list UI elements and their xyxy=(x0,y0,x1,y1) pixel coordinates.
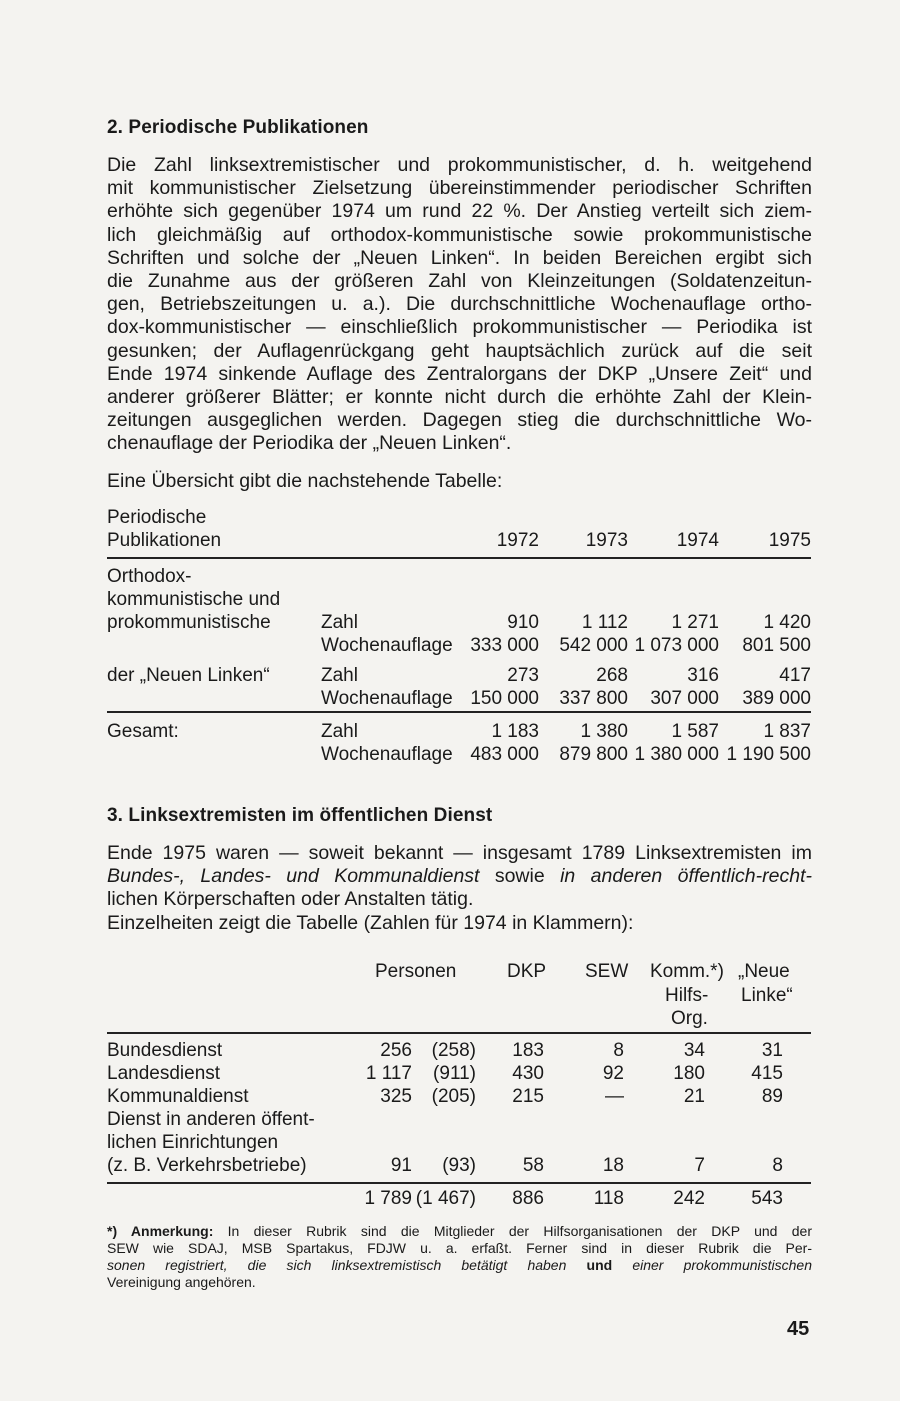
metric-label: Zahl xyxy=(321,612,358,633)
section-heading-periodische-publikationen: 2. Periodische Publikationen xyxy=(107,117,369,138)
table-cell: 58 xyxy=(522,1155,544,1176)
table-cell: 1 183 xyxy=(491,721,539,742)
paragraph-line: zeitungen ausgeglichen werden. Dagegen stieg die durchschnittliche Wo- xyxy=(107,409,812,432)
footnote-line: SEW wie SDAJ, MSB Spartakus, FDJW u. a. erfaßt. Ferner sind in dieser Rubrik die Per- xyxy=(107,1240,812,1256)
footnote-text: sonen registriert, die sich linksextremistisch betätigt haben xyxy=(107,1257,587,1273)
table-cell: 183 xyxy=(512,1040,544,1061)
paragraph-line: Schriften und solche der „Neuen Linken“. In beiden Bereichen ergibt sich xyxy=(107,246,812,269)
table-cell: 21 xyxy=(683,1086,705,1107)
table-cell: 1 587 xyxy=(671,721,719,742)
table-cell: 1 380 xyxy=(580,721,628,742)
metric-label: Zahl xyxy=(321,721,358,742)
column-header: Hilfs- xyxy=(665,985,709,1006)
paragraph-line: lich gleichmäßig auf orthodox-kommunistische sowie prokommunistische xyxy=(107,223,812,246)
paragraph-line: chenauflage der Periodika der „Neuen Linken“. xyxy=(107,432,512,455)
footnote xyxy=(107,1223,812,1291)
table-cell: 256 xyxy=(380,1040,412,1061)
total-cell: 1 789 xyxy=(364,1188,412,1209)
paragraph-line: gesunken; der Auflagenrückgang geht hauptsächlich zurück auf die seit xyxy=(107,339,812,362)
paragraph-line: Ende 1975 waren — soweit bekannt — insgesamt 1789 Linksextremisten im xyxy=(107,842,812,864)
table-cell: (258) xyxy=(431,1040,476,1061)
group-label: prokommunistische xyxy=(107,612,271,633)
total-cell: 543 xyxy=(751,1188,783,1209)
year-header: 1974 xyxy=(676,530,719,551)
total-cell: 118 xyxy=(593,1188,624,1209)
table-cell: 1 380 000 xyxy=(634,744,719,765)
row-label: (z. B. Verkehrsbetriebe) xyxy=(107,1155,307,1176)
table-cell: (93) xyxy=(442,1155,476,1176)
metric-label: Wochenauflage xyxy=(321,635,453,656)
table-cell: 417 xyxy=(779,665,811,686)
column-header: SEW xyxy=(585,961,629,982)
table-cell: 18 xyxy=(602,1155,624,1176)
paragraph-line: die Zunahme aus der größeren Zahl von Kleinzeitungen (Soldatenzeitun- xyxy=(107,270,812,293)
section-heading-linksextremisten: 3. Linksextremisten im öffentlichen Dienst xyxy=(107,805,493,826)
column-header: „Neue xyxy=(738,961,790,982)
footnote-line: Vereinigung angehören. xyxy=(107,1274,256,1290)
table-cell: 879 800 xyxy=(559,744,628,765)
table-cell: 307 000 xyxy=(650,688,719,709)
table-cell: 7 xyxy=(694,1155,705,1176)
paragraph-line: gen, Betriebszeitungen u. a.). Die durchschnittliche Wochenauflage ortho- xyxy=(107,293,812,316)
column-header: Linke“ xyxy=(741,985,793,1006)
year-header: 1972 xyxy=(496,530,539,551)
table-cell: 333 000 xyxy=(470,635,539,656)
table-cell: 1 117 xyxy=(365,1063,412,1084)
column-header: Org. xyxy=(671,1008,708,1029)
year-header: 1975 xyxy=(768,530,811,551)
footnote-emphasis: und xyxy=(586,1257,613,1273)
metric-label: Zahl xyxy=(321,665,358,686)
table-cell: 1 420 xyxy=(763,612,811,633)
table-cell: 8 xyxy=(772,1155,783,1176)
paragraph-text: sowie xyxy=(479,865,561,888)
paragraph-line: Ende 1974 sinkende Auflage des Zentralorgans der DKP „Unsere Zeit“ und xyxy=(107,362,812,385)
table-cell: 273 xyxy=(507,665,539,686)
table-cell: 92 xyxy=(602,1063,624,1084)
table-cell: 150 000 xyxy=(470,688,539,709)
paragraph-line: mit kommunistischer Zielsetzung übereinstimmender periodischer Schriften xyxy=(107,177,812,200)
metric-label: Wochenauflage xyxy=(321,744,453,765)
table-cell: (911) xyxy=(433,1063,476,1084)
group-label: Orthodox- xyxy=(107,566,192,587)
paragraph-line: anderer größerer Blätter; er konnte nicht durch die erhöhte Zahl der Klein- xyxy=(107,386,812,409)
table-cell: — xyxy=(605,1086,624,1107)
table-cell: 268 xyxy=(596,665,628,686)
table-cell: 1 837 xyxy=(763,721,811,742)
table-rule xyxy=(107,1182,811,1184)
table-cell: 1 271 xyxy=(671,612,719,633)
footnote-line xyxy=(107,1257,812,1274)
section2-paragraph xyxy=(107,154,812,456)
total-cell: (1 467) xyxy=(415,1188,476,1209)
column-header: Personen xyxy=(375,961,457,982)
footnote-label: Anmerkung: xyxy=(130,1223,214,1239)
table-cell: 801 500 xyxy=(742,635,811,656)
table-cell: 337 800 xyxy=(559,688,628,709)
row-label: Dienst in anderen öffent- xyxy=(107,1109,315,1130)
paragraph-line xyxy=(107,865,812,888)
year-header: 1973 xyxy=(585,530,628,551)
paragraph-line: erhöhte sich gegenüber 1974 um rund 22 %. Der Anstieg verteilt sich ziem- xyxy=(107,200,812,223)
emphasis-text: Bundes-, Landes- und Kommunaldienst xyxy=(107,865,480,888)
section3-paragraph xyxy=(107,842,812,935)
group-label: kommunistische und xyxy=(107,589,281,610)
emphasis-text: in anderen öffentlich-recht- xyxy=(560,865,812,888)
table-header-label: Periodische xyxy=(107,507,207,528)
total-cell: 886 xyxy=(512,1188,544,1209)
row-label: Kommunaldienst xyxy=(107,1086,249,1107)
table-rule xyxy=(107,557,811,559)
table-cell: 430 xyxy=(512,1063,544,1084)
paragraph-line: Einzelheiten zeigt die Tabelle (Zahlen für 1974 in Klammern): xyxy=(107,911,634,934)
table-rule xyxy=(107,711,811,713)
row-label: Bundesdienst xyxy=(107,1040,223,1061)
row-label: lichen Einrichtungen xyxy=(107,1132,279,1153)
table-cell: 34 xyxy=(683,1040,705,1061)
row-label: Landesdienst xyxy=(107,1063,221,1084)
table-cell: 325 xyxy=(380,1086,412,1107)
paragraph-line: lichen Körperschaften oder Anstalten tätig. xyxy=(107,888,474,911)
paragraph-line: Die Zahl linksextremistischer und prokommunistischer, d. h. weitgehend xyxy=(107,154,812,176)
table-cell: 180 xyxy=(673,1063,705,1084)
footnote-text: einer prokommunistischen xyxy=(612,1257,812,1273)
table-cell: 31 xyxy=(761,1040,783,1061)
paragraph-line: dox-kommunistischer — einschließlich prokommunistischer — Periodika ist xyxy=(107,316,812,339)
table-header-label: Publikationen xyxy=(107,530,222,551)
table-cell: 415 xyxy=(751,1063,783,1084)
table-cell: 316 xyxy=(687,665,719,686)
table-cell: (205) xyxy=(431,1086,476,1107)
table-intro-text: Eine Übersicht gibt die nachstehende Tabelle: xyxy=(107,470,503,492)
metric-label: Wochenauflage xyxy=(321,688,453,709)
table-cell: 542 000 xyxy=(559,635,628,656)
table-cell: 215 xyxy=(512,1086,544,1107)
column-header: Komm.*) xyxy=(650,961,724,982)
total-label: Gesamt: xyxy=(107,721,179,742)
footnote-text: In dieser Rubrik sind die Mitglieder der Hilfsorganisationen der DKP und der xyxy=(213,1223,813,1239)
total-cell: 242 xyxy=(673,1188,705,1209)
table-cell: 91 xyxy=(390,1155,412,1176)
table-cell: 1 190 500 xyxy=(726,744,811,765)
footnote-marker: *) xyxy=(107,1223,131,1239)
page-number: 45 xyxy=(787,1318,810,1340)
column-header: DKP xyxy=(507,961,547,982)
table-cell: 483 000 xyxy=(470,744,539,765)
table-cell: 89 xyxy=(761,1086,783,1107)
group-label: der „Neuen Linken“ xyxy=(107,665,270,686)
table-cell: 8 xyxy=(613,1040,624,1061)
table-cell: 389 000 xyxy=(742,688,811,709)
table-cell: 1 112 xyxy=(581,612,628,633)
table-rule xyxy=(107,1032,811,1034)
table-cell: 1 073 000 xyxy=(634,635,719,656)
footnote-line xyxy=(107,1223,812,1240)
table-cell: 910 xyxy=(507,612,539,633)
